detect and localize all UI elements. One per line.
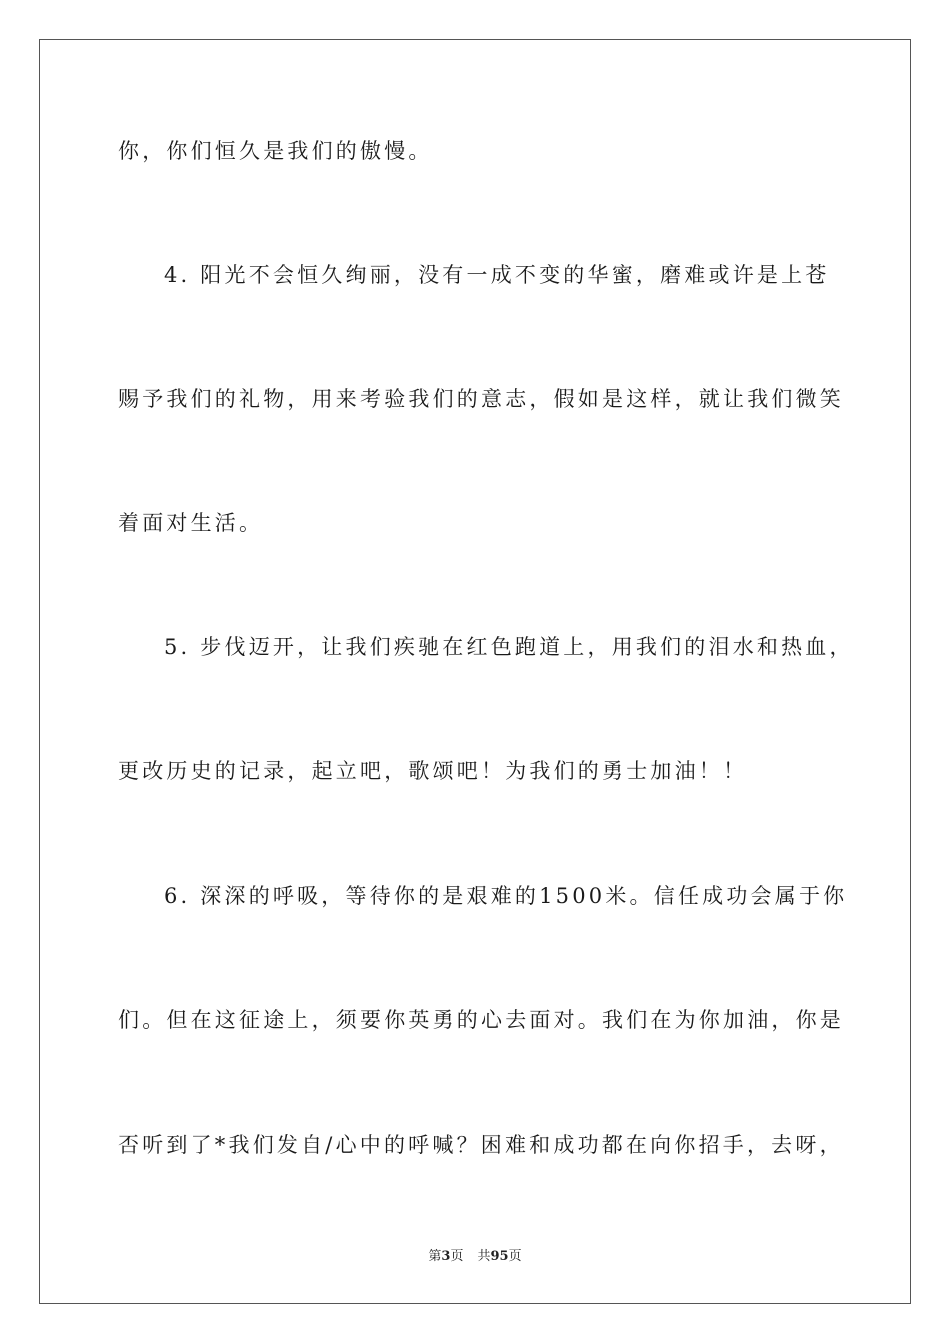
text-line-2: 4. 阳光不会恒久绚丽，没有一成不变的华蜜，磨难或许是上苍 [164, 263, 830, 287]
total-pages: 95 [490, 1249, 509, 1264]
page-border [39, 39, 911, 1304]
text-line-4: 着面对生活。 [118, 511, 264, 535]
page-footer [0, 1245, 950, 1264]
page-suffix: 页 [450, 1249, 464, 1264]
total-prefix: 共 [477, 1249, 491, 1264]
text-line-6: 更改历史的记录，起立吧，歌颂吧！为我们的勇士加油！！ [118, 759, 748, 783]
text-line-7: 6. 深深的呼吸，等待你的是艰难的1500米。信任成功会属于你 [164, 884, 848, 908]
page-number: 3 [441, 1249, 451, 1264]
total-suffix: 页 [508, 1249, 522, 1264]
text-line-3: 赐予我们的礼物，用来考验我们的意志，假如是这样，就让我们微笑 [118, 387, 844, 411]
text-line-8: 们。但在这征途上，须要你英勇的心去面对。我们在为你加油，你是 [118, 1008, 844, 1032]
page-prefix: 第 [428, 1249, 442, 1264]
text-line-1: 你，你们恒久是我们的傲慢。 [118, 139, 433, 163]
text-line-5: 5. 步伐迈开，让我们疾驰在红色跑道上，用我们的泪水和热血， [164, 635, 854, 659]
text-line-9: 否听到了*我们发自/心中的呼喊？困难和成功都在向你招手，去呀， [118, 1133, 844, 1157]
